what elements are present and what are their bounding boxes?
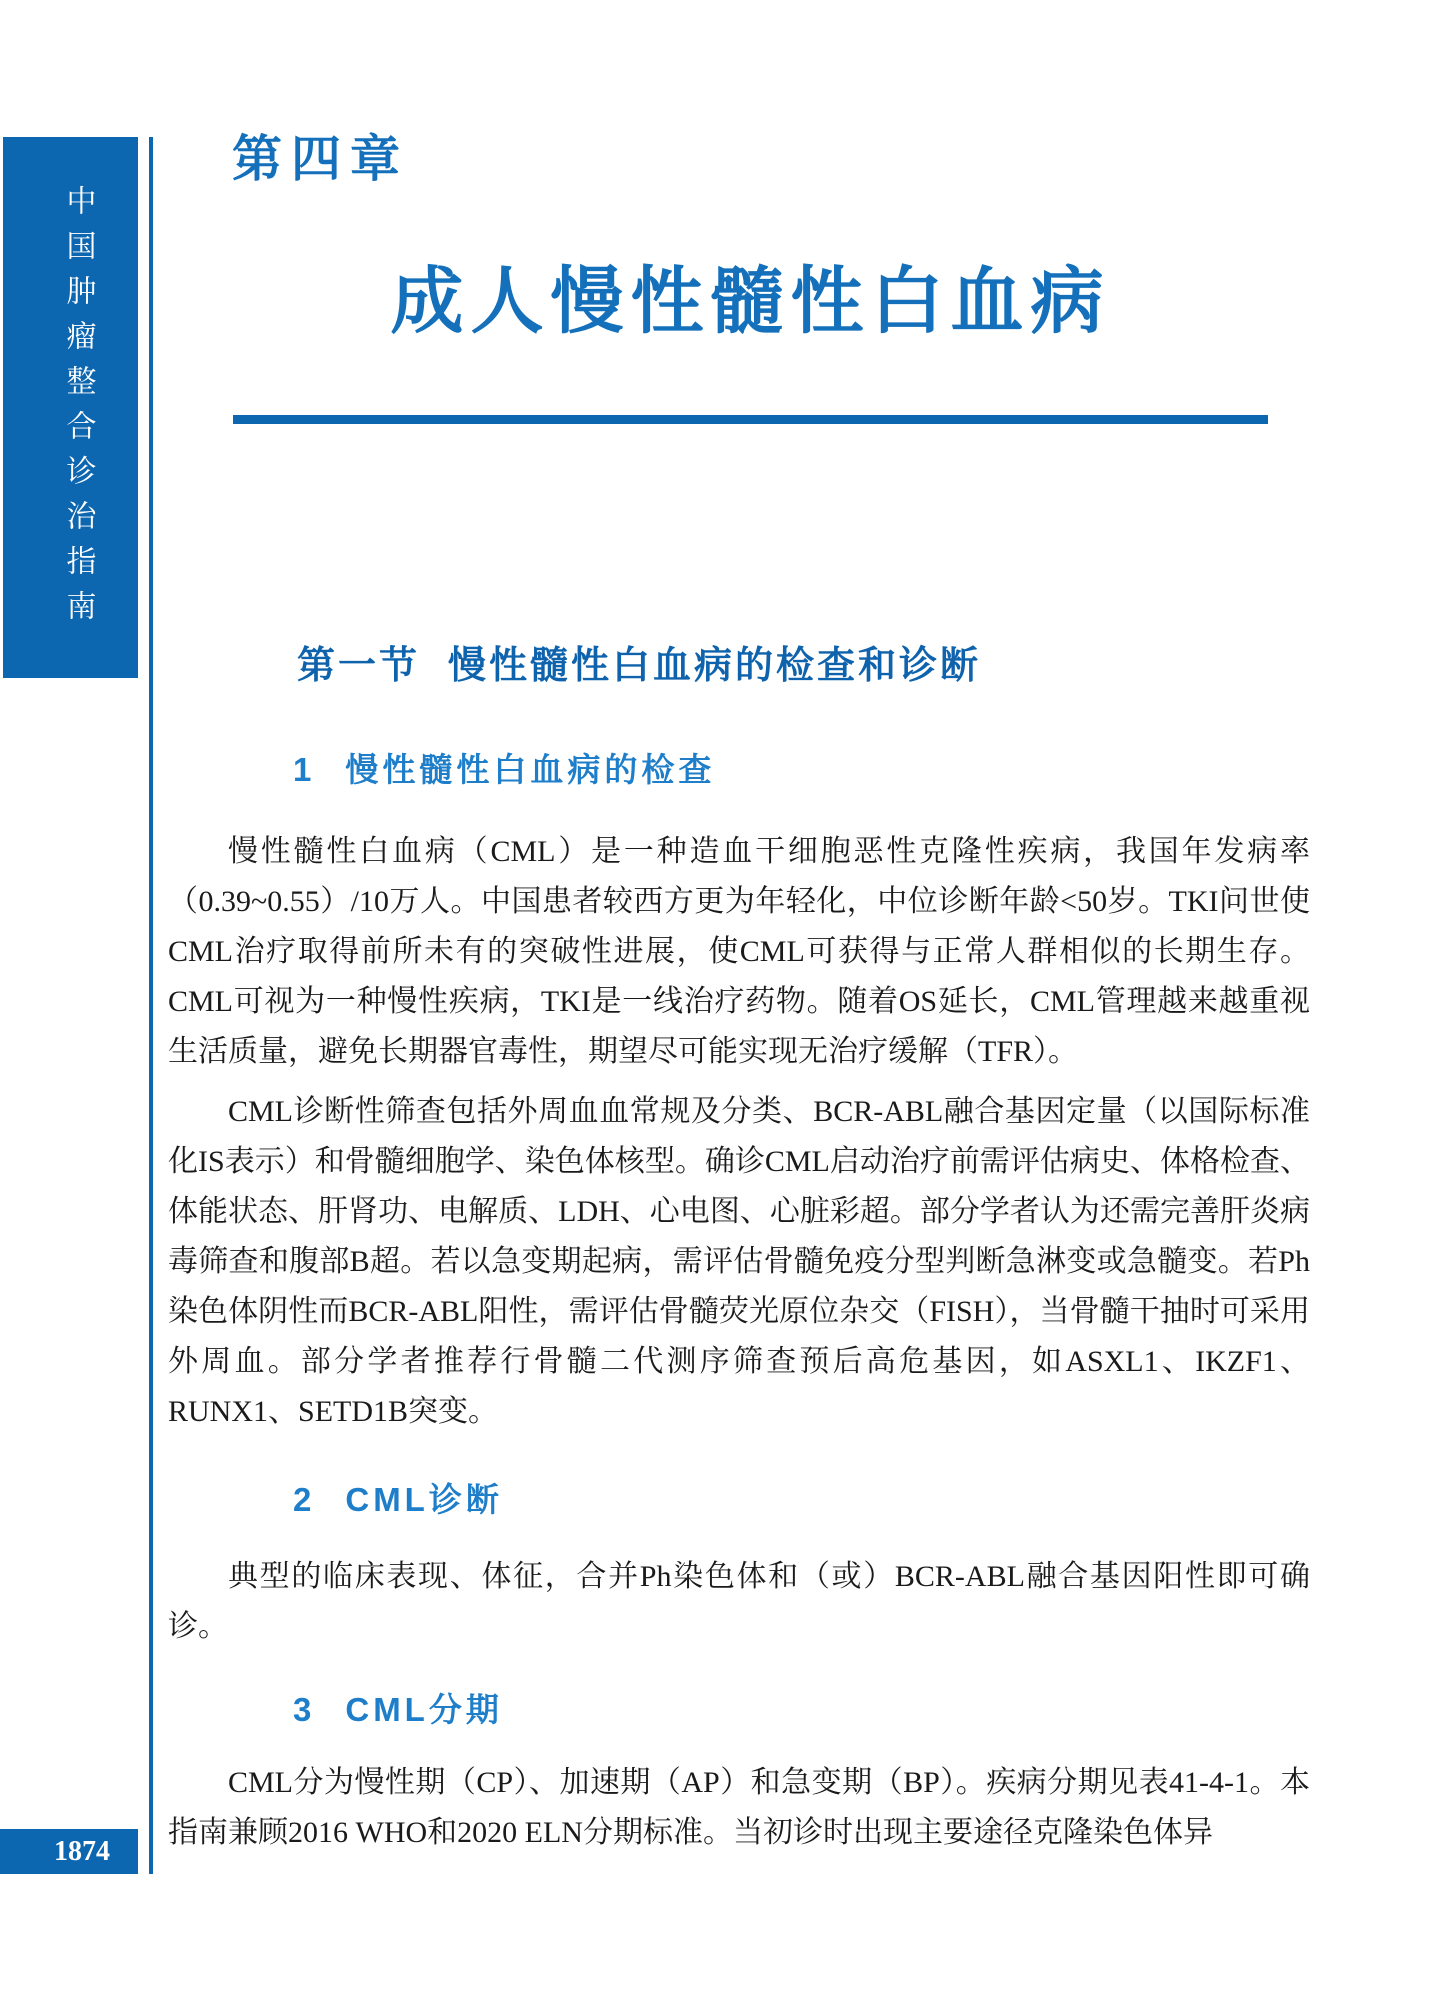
section-heading <box>297 644 981 688</box>
page-number: 1874 <box>54 1835 110 1867</box>
section-label: 第一节 <box>297 645 421 687</box>
paragraph-cml-screening: CML诊断性筛查包括外周血血常规及分类、BCR-ABL融合基因定量（以国际标准化IS表示）和骨髓细胞学、染色体核型。确诊CML启动治疗前需评估病史、体格检查、体能状态、肝肾功、电解质、LDH、心电图、心脏彩超。部分学者认为还需完善肝炎病毒筛查和腹部B超。若以急变期起病，需评估骨髓免疫分型判断急淋变或急髓变。若Ph染色体阴性而BCR-ABL阳性，需评估骨髓荧光原位杂交（FISH），当骨髓干抽时可采用外周血。部分学者推荐行骨髓二代测序筛查预后高危基因，如ASXL1、IKZF1、RUNX1、SETD1B突变。 <box>168 1095 1310 1428</box>
section-title: 慢性髓性白血病的检查和诊断 <box>448 645 982 687</box>
subsection-1-number: 1 <box>293 751 312 788</box>
subsection-3-title: CML分期 <box>345 1691 503 1728</box>
subsection-3-number: 3 <box>293 1691 312 1728</box>
paragraph-cml-overview: 慢性髓性白血病（CML）是一种造血干细胞恶性克隆性疾病，我国年发病率（0.39~0.55）/10万人。中国患者较西方更为年轻化，中位诊断年龄<50岁。TKI问世使CML治疗取得前所未有的突破性进展，使CML可获得与正常人群相似的长期生存。CML可视为一种慢性疾病，TKI是一线治疗药物。随着OS延长，CML管理越来越重视生活质量，避免长期器官毒性，期望尽可能实现无治疗缓解（TFR）。 <box>168 835 1310 1068</box>
subsection-heading-2 <box>293 1481 503 1519</box>
sidebar-vertical-title: 中国肿瘤整合诊治指南 <box>61 185 95 635</box>
chapter-title: 成人慢性髓性白血病 <box>390 261 1111 342</box>
paragraph-cml-diagnosis: 典型的临床表现、体征，合并Ph染色体和（或）BCR-ABL融合基因阳性即可确诊。 <box>168 1560 1310 1643</box>
subsection-1-title: 慢性髓性白血病的检查 <box>345 751 716 788</box>
subsection-2-title: CML诊断 <box>345 1481 503 1518</box>
chapter-label: 第四章 <box>232 131 409 187</box>
chapter-title-rule <box>233 415 1268 424</box>
sidebar-banner <box>3 137 138 678</box>
subsection-heading-3 <box>293 1691 503 1729</box>
paragraph-cml-staging: CML分为慢性期（CP）、加速期（AP）和急变期（BP）。疾病分期见表41-4-1。本指南兼顾2016 WHO和2020 ELN分期标准。当初诊时出现主要途径克隆染色体异 <box>168 1766 1310 1849</box>
subsection-heading-1 <box>293 751 715 789</box>
sidebar-vertical-rule <box>149 137 153 1874</box>
page-number-badge <box>0 1829 138 1874</box>
subsection-2-number: 2 <box>293 1481 312 1518</box>
